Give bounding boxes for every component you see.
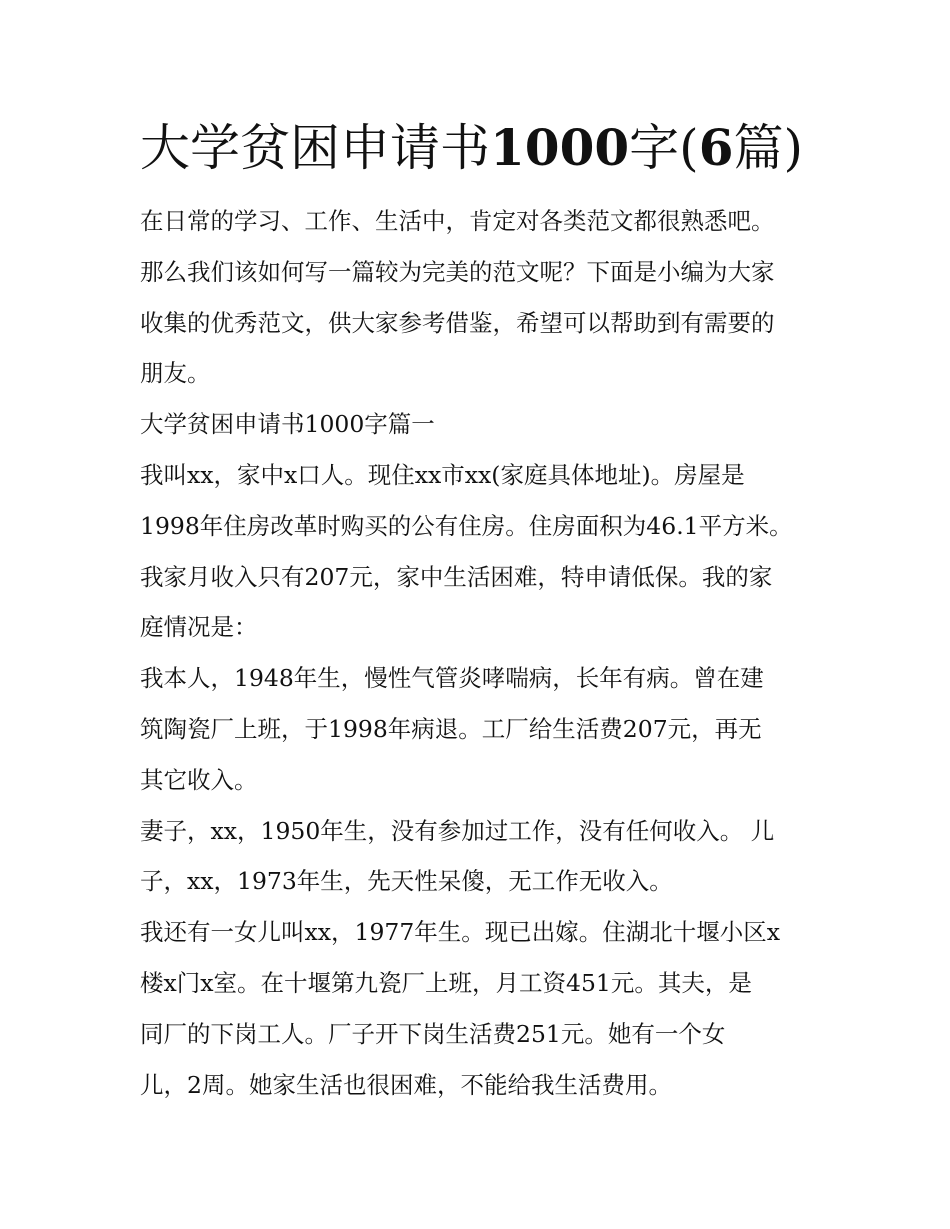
body-line: 儿，2周。她家生活也很困难，不能给我生活费用。 [140, 1070, 672, 1099]
body-line: 其它收入。 [140, 765, 258, 794]
body-line: 楼x门x室。在十堰第九瓷厂上班，月工资451元。其夫，是 [140, 968, 752, 997]
document-title [140, 112, 840, 184]
body-line: 庭情况是： [140, 613, 258, 642]
title-mid: 字( [629, 119, 699, 177]
body-line: 我家月收入只有207元，家中生活困难，特申请低保。我的家 [140, 562, 773, 591]
body-line: 1998年住房改革时购买的公有住房。住房面积为46.1平方米。 [140, 511, 793, 540]
title-count: 6 [698, 118, 734, 177]
body-line: 我叫xx，家中x口人。现住xx市xx(家庭具体地址)。房屋是 [140, 460, 745, 489]
body-line: 朋友。 [140, 359, 211, 388]
title-prefix: 大学贫困申请书 [140, 119, 490, 177]
body-line: 筑陶瓷厂上班，于1998年病退。工厂给生活费207元，再无 [140, 714, 762, 743]
title-number: 1000 [490, 118, 630, 177]
body-line: 同厂的下岗工人。厂子开下岗生活费251元。她有一个女 [140, 1019, 726, 1048]
title-suffix: 篇) [733, 119, 803, 177]
body-line: 我还有一女儿叫xx，1977年生。现已出嫁。住湖北十堰小区x [140, 918, 781, 947]
body-line: 我本人，1948年生，慢性气管炎哮喘病，长年有病。曾在建 [140, 664, 764, 693]
body-line: 在日常的学习、工作、生活中，肯定对各类范文都很熟悉吧。 [140, 207, 775, 235]
body-line: 收集的优秀范文，供大家参考借鉴，希望可以帮助到有需要的 [140, 308, 775, 337]
body-line: 子，xx，1973年生，先天性呆傻，无工作无收入。 [140, 867, 673, 896]
document-body [140, 196, 820, 1110]
body-line: 那么我们该如何写一篇较为完美的范文呢？下面是小编为大家 [140, 257, 775, 286]
body-line: 妻子，xx，1950年生，没有参加过工作，没有任何收入。 儿 [140, 816, 775, 845]
section-heading: 大学贫困申请书1000字篇一 [140, 410, 435, 439]
